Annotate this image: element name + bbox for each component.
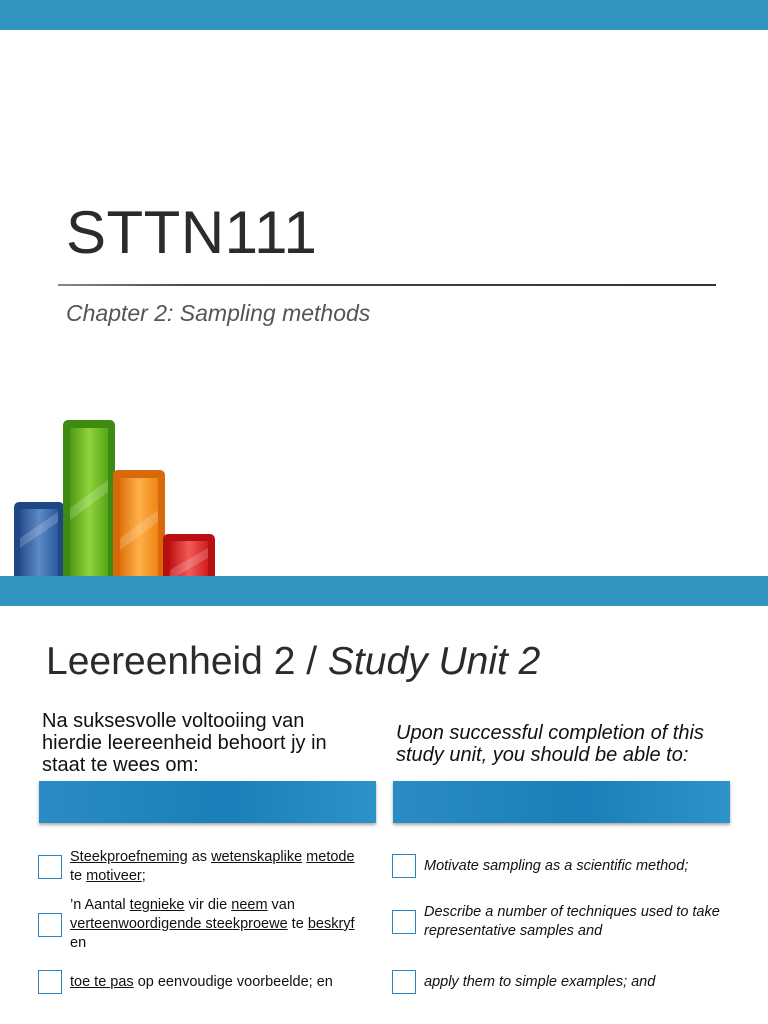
study-unit-slide: [0, 606, 768, 1024]
checkbox-icon: [392, 970, 416, 994]
checkbox-icon: [38, 970, 62, 994]
study-unit-title: [46, 640, 540, 684]
outcome-af-3: [38, 970, 368, 994]
checkbox-icon: [392, 910, 416, 934]
title-divider: [58, 284, 716, 286]
outcome-af-1: [38, 848, 368, 886]
outcome-en-1-text: Motivate sampling as a scientific method;: [424, 857, 689, 874]
outcome-en-2: [392, 903, 722, 941]
outcome-af-1-text: Steekproefneming as wetenskaplike metode te motiveer;: [70, 849, 355, 884]
chart-icon-bar-orange: [113, 470, 165, 578]
chart-icon-bar-blue: [14, 502, 64, 578]
checkbox-icon: [38, 913, 62, 937]
chapter-subtitle: Chapter 2: Sampling methods: [66, 300, 371, 326]
checkbox-icon: [38, 855, 62, 879]
intro-afrikaans: Na suksesvolle voltooiing van hierdie leereenheid behoort jy in staat te wees om:: [42, 710, 327, 776]
checkbox-icon: [392, 854, 416, 878]
outcome-af-3-text: toe te pas op eenvoudige voorbeelde; en: [70, 973, 333, 990]
outcome-en-3: [392, 970, 732, 994]
outcome-af-2-text: ’n Aantal tegnieke vir die neem van verteenwoordigende steekproewe te beskryf en: [70, 897, 355, 951]
afrikaans-column-header-bar: [39, 781, 376, 823]
outcome-en-2-text: Describe a number of techniques used to take representative samples and: [424, 904, 720, 939]
chart-icon-bar-red: [163, 534, 215, 578]
chart-icon-bar-green: [63, 420, 115, 578]
outcome-en-3-text: apply them to simple examples; and: [424, 973, 656, 990]
course-title: STTN111: [66, 199, 318, 266]
outcome-af-2: [38, 896, 368, 953]
slide-separator-band: [0, 576, 768, 606]
english-column-header-bar: [393, 781, 730, 823]
study-unit-title-af: Leereenheid 2 /: [46, 640, 328, 683]
study-unit-title-en: Study Unit 2: [327, 640, 541, 683]
intro-english: Upon successful completion of this study unit, you should be able to:: [396, 722, 704, 766]
outcome-en-1: [392, 854, 732, 878]
title-slide: [0, 30, 768, 576]
top-accent-band: [0, 0, 768, 30]
bar-chart-icon: [0, 388, 232, 578]
